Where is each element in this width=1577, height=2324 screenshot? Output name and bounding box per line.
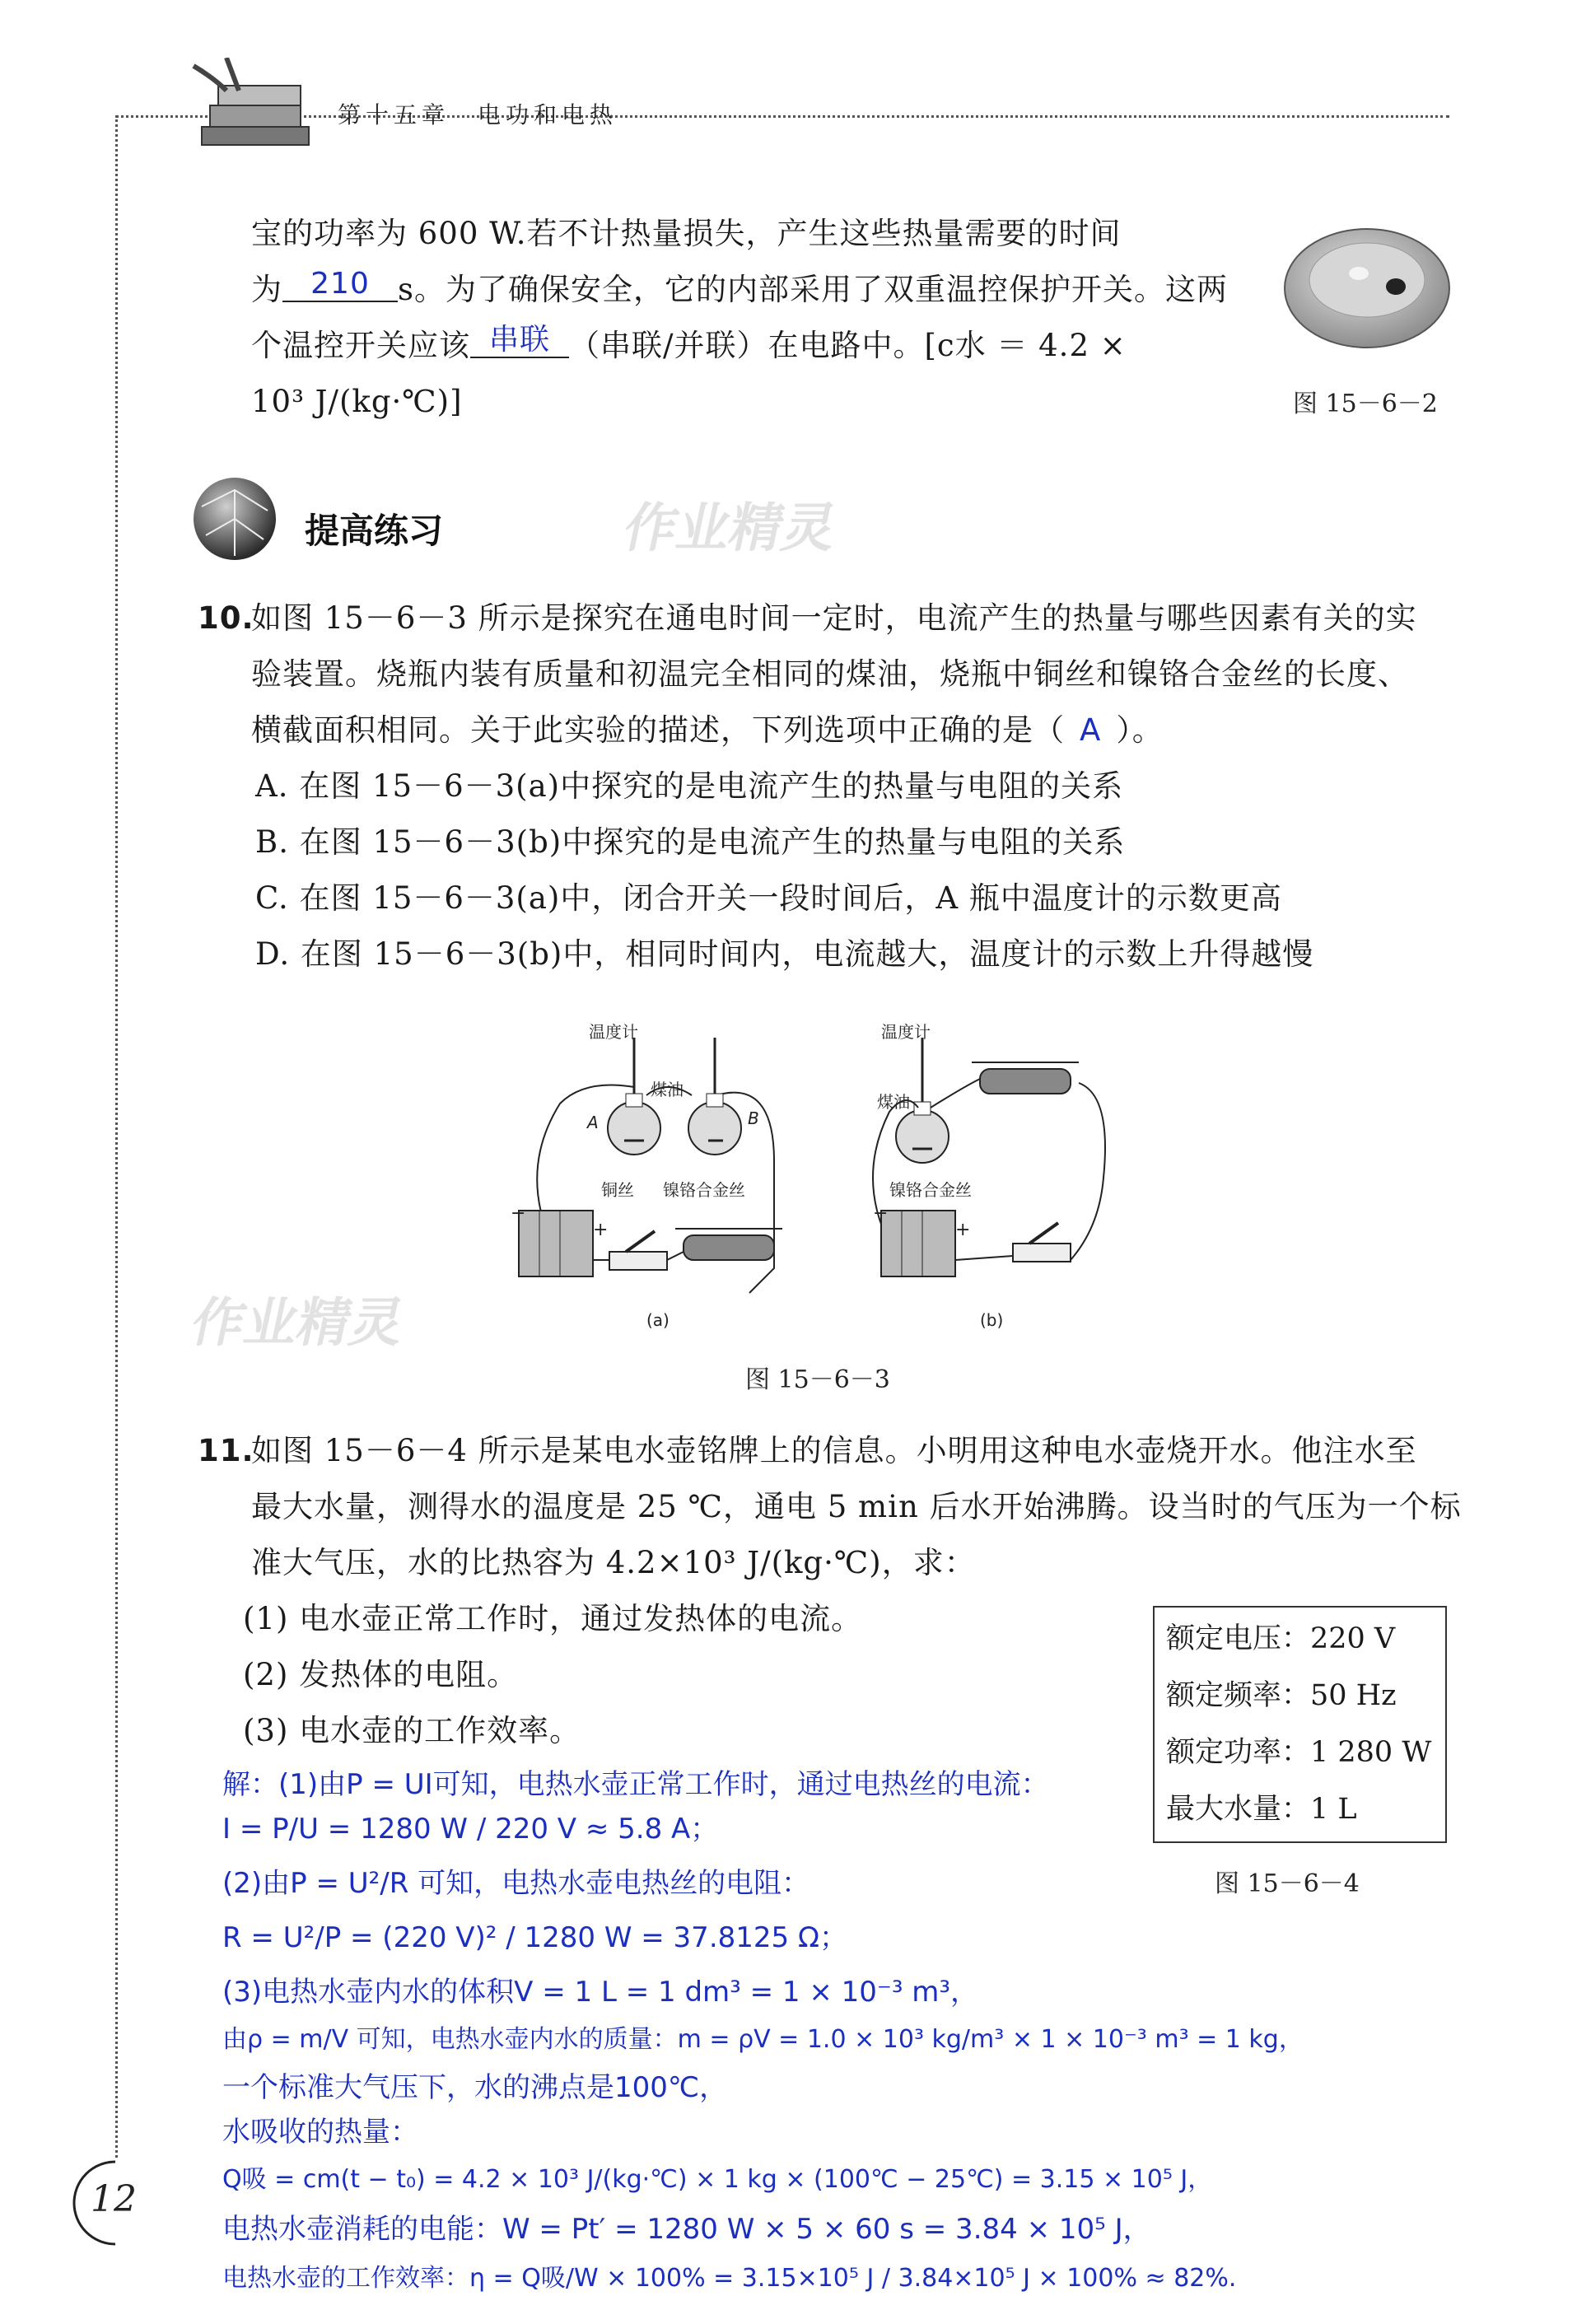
q10-stem-3-prefix: 横截面积相同。关于此实验的描述，下列选项中正确的是（ [251,712,1065,748]
q10-stem-2: 验装置。烧瓶内装有质量和初温完全相同的煤油，烧瓶中铜丝和镍铬合金丝的长度、 [251,656,1409,692]
answer-time: 210 [282,268,398,302]
device-photo [1281,222,1453,354]
a-label-copper: 铜丝 [601,1180,634,1200]
q10-option-c: C. 在图 15－6－3(a)中，闭合开关一段时间后，A 瓶中温度计的示数更高 [255,880,1282,916]
nameplate-frequency: 额定频率：50 Hz [1166,1679,1397,1712]
cont-line-2-suffix: s。为了确保安全，它的内部采用了双重温控保护开关。这两 [398,272,1228,307]
q11-sub-1: (1) 电水壶正常工作时，通过发热体的电流。 [243,1601,863,1636]
figure-caption-15-6-4: 图 15－6－4 [1215,1869,1360,1898]
cont-line-3-suffix: （串联/并联）在电路中。[c水 ＝ 4.2 × [569,328,1127,363]
q10-option-b: B. 在图 15－6－3(b)中探究的是电流产生的热量与电阻的关系 [255,824,1126,860]
solution-line-5: (3)电热水壶内水的体积V = 1 L = 1 dm³ = 1 × 10⁻³ m³， [222,1976,979,2009]
a-label-kerosene: 煤油 [651,1080,684,1099]
a-minus: − [511,1203,526,1224]
answer-connection: 串联 [470,324,569,358]
q10-stem-1: 如图 15－6－3 所示是探究在通电时间一定时，电流产生的热量与哪些因素有关的实 [251,600,1417,636]
cont-line-3-prefix: 个温控开关应该 [251,328,470,363]
q11-sub-3: (3) 电水壶的工作效率。 [243,1713,581,1748]
solution-line-2: I = P/U = 1280 W / 220 V ≈ 5.8 A； [222,1813,719,1846]
page-number: 12 [91,2178,137,2220]
q11-number: 11. [198,1433,254,1468]
solution-line-8: 水吸收的热量： [222,2116,418,2149]
a-label-bottle-b: B [748,1108,759,1128]
solution-line-1: 解：(1)由P = UI可知，电热水壶正常工作时，通过电热丝的电流： [222,1768,1049,1801]
cont-line-4: 10³ J/(kg·℃)] [251,384,463,419]
q10-answer: A [1080,712,1102,748]
cont-line-2 [251,262,1228,318]
b-caption: (b) [980,1310,1004,1330]
figure-caption-15-6-2: 图 15－6－2 [1293,390,1438,418]
circuit-a [511,1022,782,1330]
q10-number: 10. [198,600,254,636]
cont-line-3 [251,318,1127,374]
figure-caption-15-6-3: 图 15－6－3 [745,1365,890,1394]
circuit-b [873,1022,1105,1330]
books-icon [177,58,325,148]
nameplate-voltage: 额定电压：220 V [1166,1622,1396,1655]
kettle-nameplate [1153,1606,1447,1843]
section-title: 提高练习 [305,511,444,551]
q10-stem-3-suffix: ）。 [1116,712,1164,748]
solution-line-9: Q吸 = cm(t − t₀) = 4.2 × 10³ J/(kg·℃) × 1 kg × (100℃ − 25℃) = 3.15 × 10⁵ J， [222,2165,1213,2194]
circuit-figure [502,1013,1128,1342]
q10-option-a: A. 在图 15－6－3(a)中探究的是电流产生的热量与电阻的关系 [255,768,1124,804]
chapter-header: 第十五章 电功和电热 [338,101,618,128]
watermark: 作业精灵 [618,498,842,559]
q11-stem-3: 准大气压，水的比热容为 4.2×10³ J/(kg·℃)，求： [251,1545,976,1580]
cont-line-2-prefix: 为 [251,272,282,307]
solution-line-10: 电热水壶消耗的电能：W = Pt′ = 1280 W × 5 × 60 s = 3.84 × 10⁵ J， [222,2213,1151,2246]
b-label-nichrome: 镍铬合金丝 [889,1180,972,1200]
q10-stem-3 [251,702,1164,758]
b-label-thermometer: 温度计 [881,1022,931,1042]
solution-line-11: 电热水壶的工作效率：η = Q吸/W × 100% = 3.15×10⁵ J / 3.84×10⁵ J × 100% ≈ 82%. [222,2264,1237,2293]
a-caption: (a) [646,1310,670,1330]
solution-line-6: 由ρ = m/V 可知，电热水壶内水的质量：m = ρV = 1.0 × 10³ kg/m³ × 1 × 10⁻³ m³ = 1 kg， [222,2025,1304,2054]
q11-sub-2: (2) 发热体的电阻。 [243,1657,519,1692]
q11-stem-2: 最大水量，测得水的温度是 25 ℃，通电 5 min 后水开始沸腾。设当时的气压为一个标 [251,1489,1462,1524]
a-label-nichrome: 镍铬合金丝 [663,1180,745,1200]
q10-option-d: D. 在图 15－6－3(b)中，相同时间内，电流越大，温度计的示数上升得越慢 [255,936,1314,972]
solution-line-4: R = U²/P = (220 V)² / 1280 W = 37.8125 Ω； [222,1921,847,1954]
b-plus: + [955,1220,971,1240]
nameplate-power: 额定功率：1 280 W [1166,1736,1432,1769]
a-plus: + [593,1220,609,1240]
nameplate-capacity: 最大水量：1 L [1166,1793,1357,1826]
a-label-thermometer: 温度计 [589,1022,638,1042]
q11-stem-1: 如图 15－6－4 所示是某电水壶铭牌上的信息。小明用这种电水壶烧开水。他注水至 [251,1433,1417,1468]
globe-icon [185,474,284,564]
watermark: 作业精灵 [185,1293,410,1354]
a-label-bottle-a: A [587,1113,599,1132]
b-minus: − [873,1203,889,1224]
solution-line-7: 一个标准大气压下，水的沸点是100℃， [222,2071,728,2104]
b-label-kerosene: 煤油 [877,1092,910,1112]
solution-line-3: (2)由P = U²/R 可知，电热水壶电热丝的电阻： [222,1867,810,1900]
left-margin-rule [115,115,118,2158]
cont-line-1: 宝的功率为 600 W.若不计热量损失，产生这些热量需要的时间 [251,216,1122,251]
